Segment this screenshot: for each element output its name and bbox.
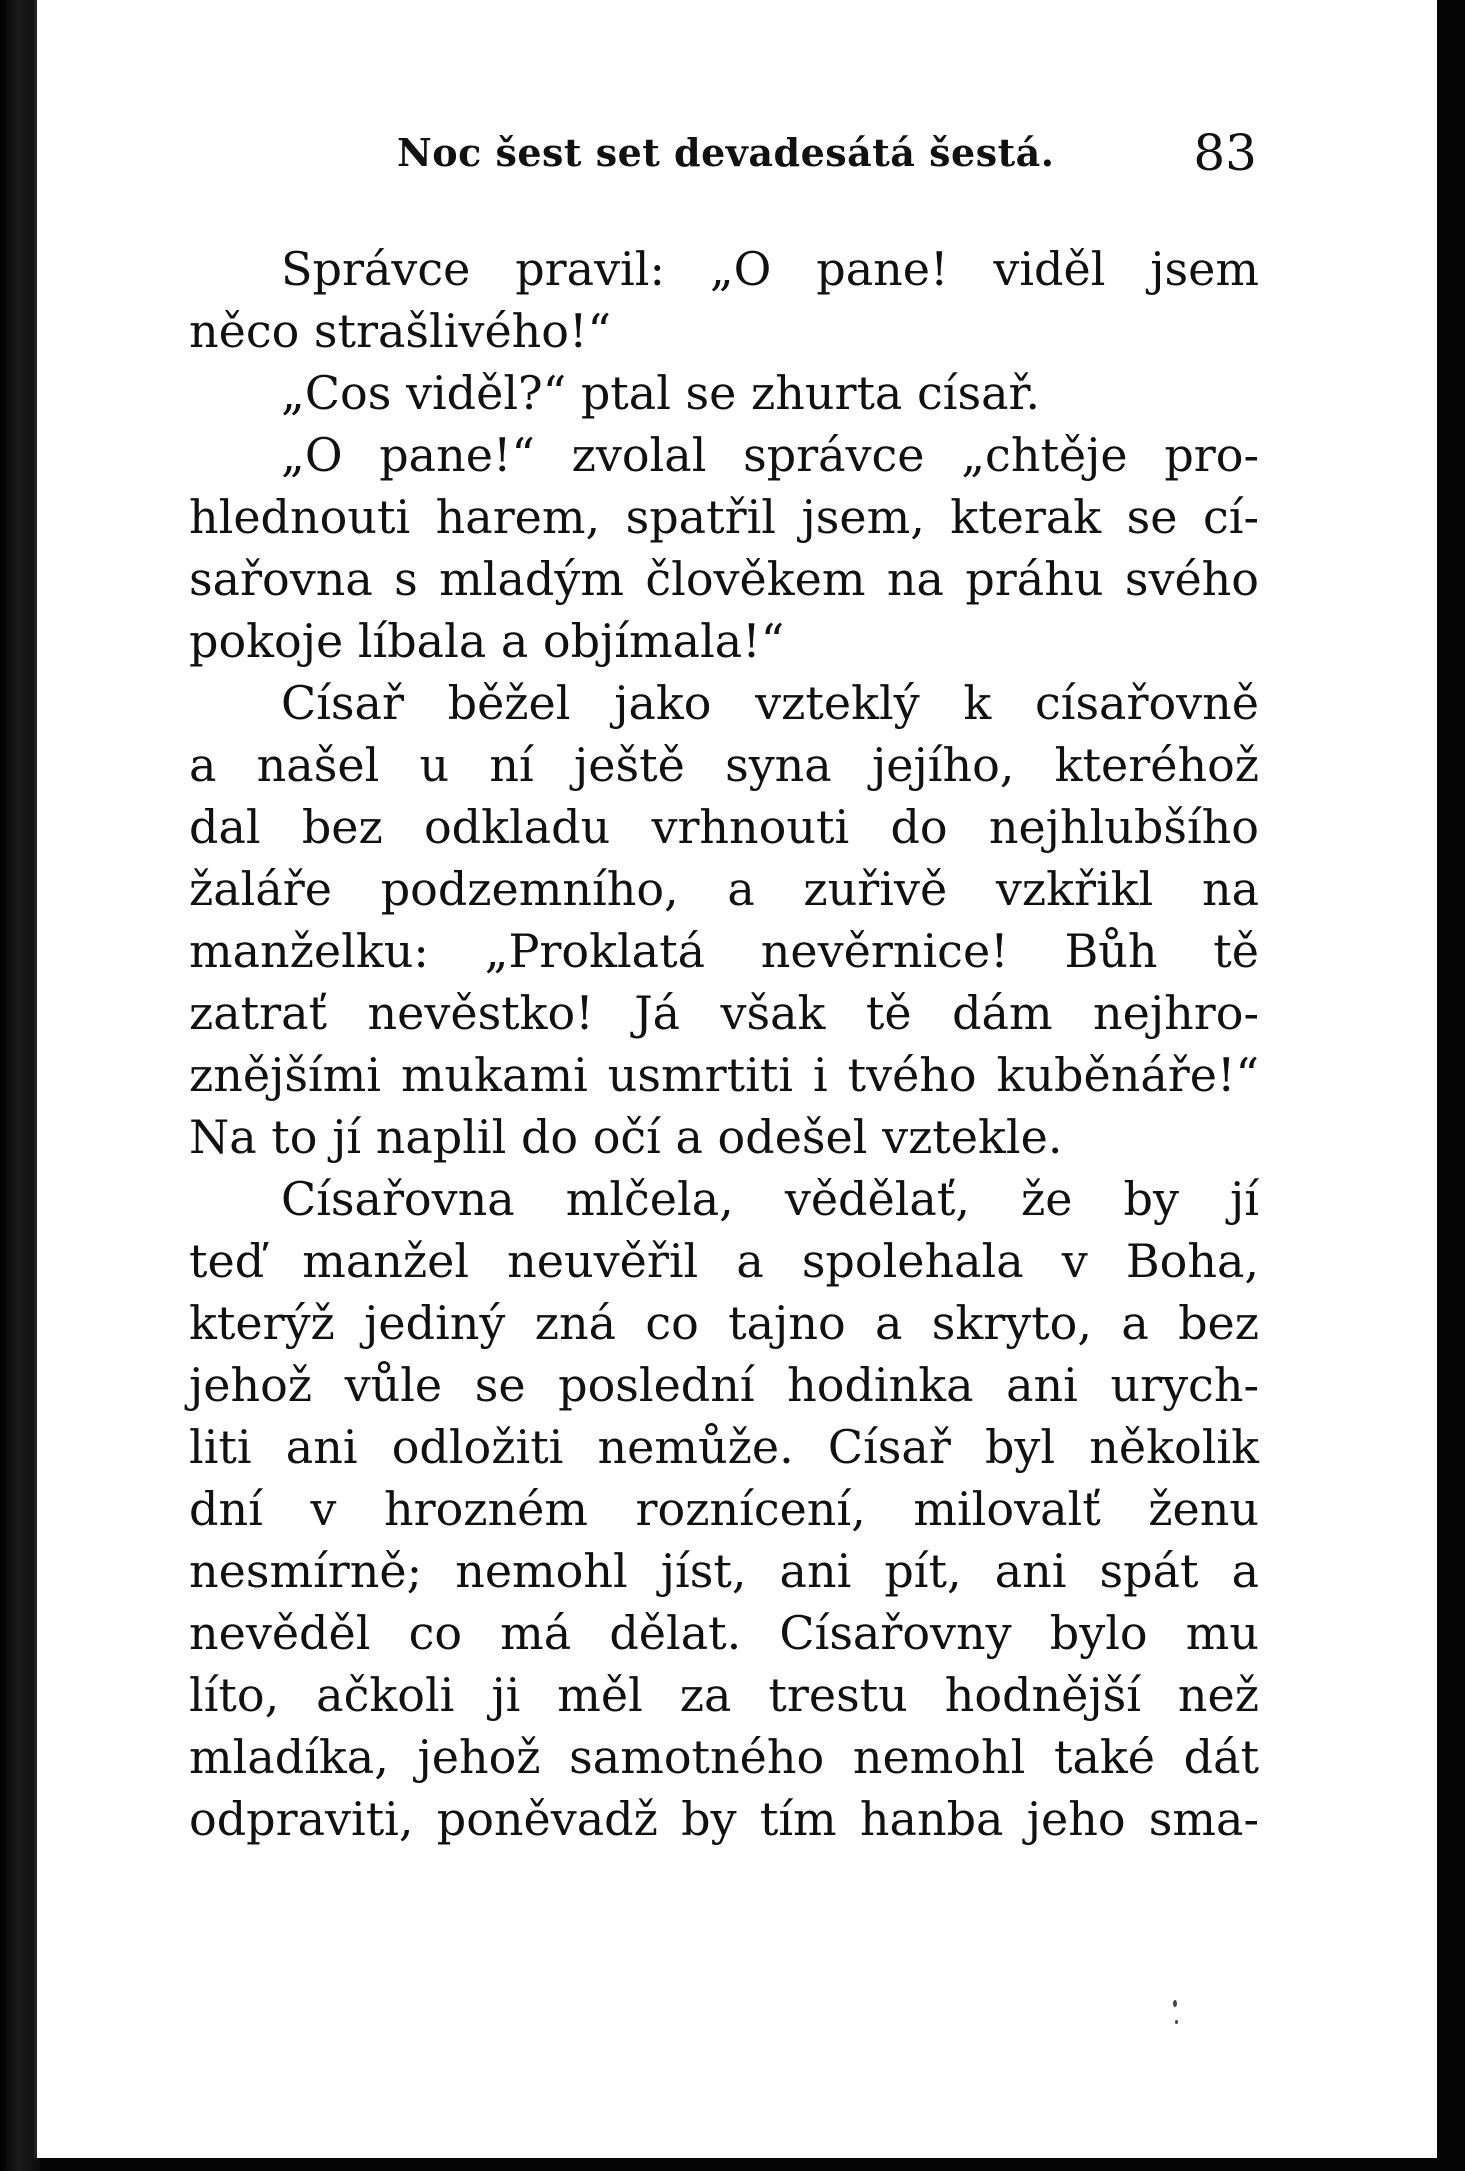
text-line: nevěděl co má dělat. Císařovny bylo mu — [189, 1606, 1259, 1660]
text-line: „O pane!“ zvolal správce „chtěje pro- — [281, 428, 1259, 482]
text-line: odpraviti, poněvadž by tím hanba jeho sma- — [189, 1792, 1259, 1846]
text-line: pokoje líbala a objímala!“ — [189, 614, 785, 668]
text-line: a našel u ní ještě syna jejího, kteréhož — [189, 738, 1259, 792]
text-line: manželku: „Proklatá nevěrnice! Bůh tě — [189, 924, 1259, 978]
text-line: „Cos viděl?“ ptal se zhurta císař. — [281, 366, 1041, 420]
text-line: teď manžel neuvěřil a spolehala v Boha, — [189, 1234, 1259, 1288]
text-line: dní v hrozném roznícení, milovalť ženu — [189, 1482, 1259, 1536]
text-line: dal bez odkladu vrhnouti do nejhlubšího — [189, 800, 1259, 854]
text-line: jehož vůle se poslední hodinka ani urych- — [189, 1358, 1259, 1412]
text-line: kterýž jediný zná co tajno a skryto, a bez — [189, 1296, 1259, 1350]
text-line: Císařovna mlčela, vědělať, že by jí — [281, 1172, 1259, 1226]
running-title: Noc šest set devadesátá šestá. — [397, 130, 1055, 175]
text-line: hlednouti harem, spatřil jsem, kterak se cí- — [189, 490, 1259, 544]
page-number: 83 — [1193, 124, 1257, 182]
text-line: Správce pravil: „O pane! viděl jsem — [281, 242, 1259, 296]
text-line: Císař běžel jako vzteklý k císařovně — [281, 676, 1259, 730]
text-line: zatrať nevěstko! Já však tě dám nejhro- — [189, 986, 1259, 1040]
text-line: mladíka, jehož samotného nemohl také dát — [189, 1730, 1259, 1784]
text-line: znějšími mukami usmrtiti i tvého kuběnáře!“ — [189, 1048, 1259, 1102]
text-line: něco strašlivého!“ — [189, 304, 611, 358]
text-line: nesmírně; nemohl jíst, ani pít, ani spát a — [189, 1544, 1259, 1598]
text-line: sařovna s mladým člověkem na práhu svého — [189, 552, 1259, 606]
print-speck — [1173, 2000, 1177, 2007]
page-header — [397, 124, 1257, 190]
text-line: žaláře podzemního, a zuřivě vzkřikl na — [189, 862, 1259, 916]
body-text — [189, 238, 1259, 1850]
book-page — [34, 0, 1437, 2158]
text-line: Na to jí naplil do očí a odešel vztekle. — [189, 1110, 1063, 1164]
print-speck — [1175, 2020, 1178, 2024]
text-line: líto, ačkoli ji měl za trestu hodnější než — [189, 1668, 1259, 1722]
text-line: liti ani odložiti nemůže. Císař byl několik — [189, 1420, 1259, 1474]
